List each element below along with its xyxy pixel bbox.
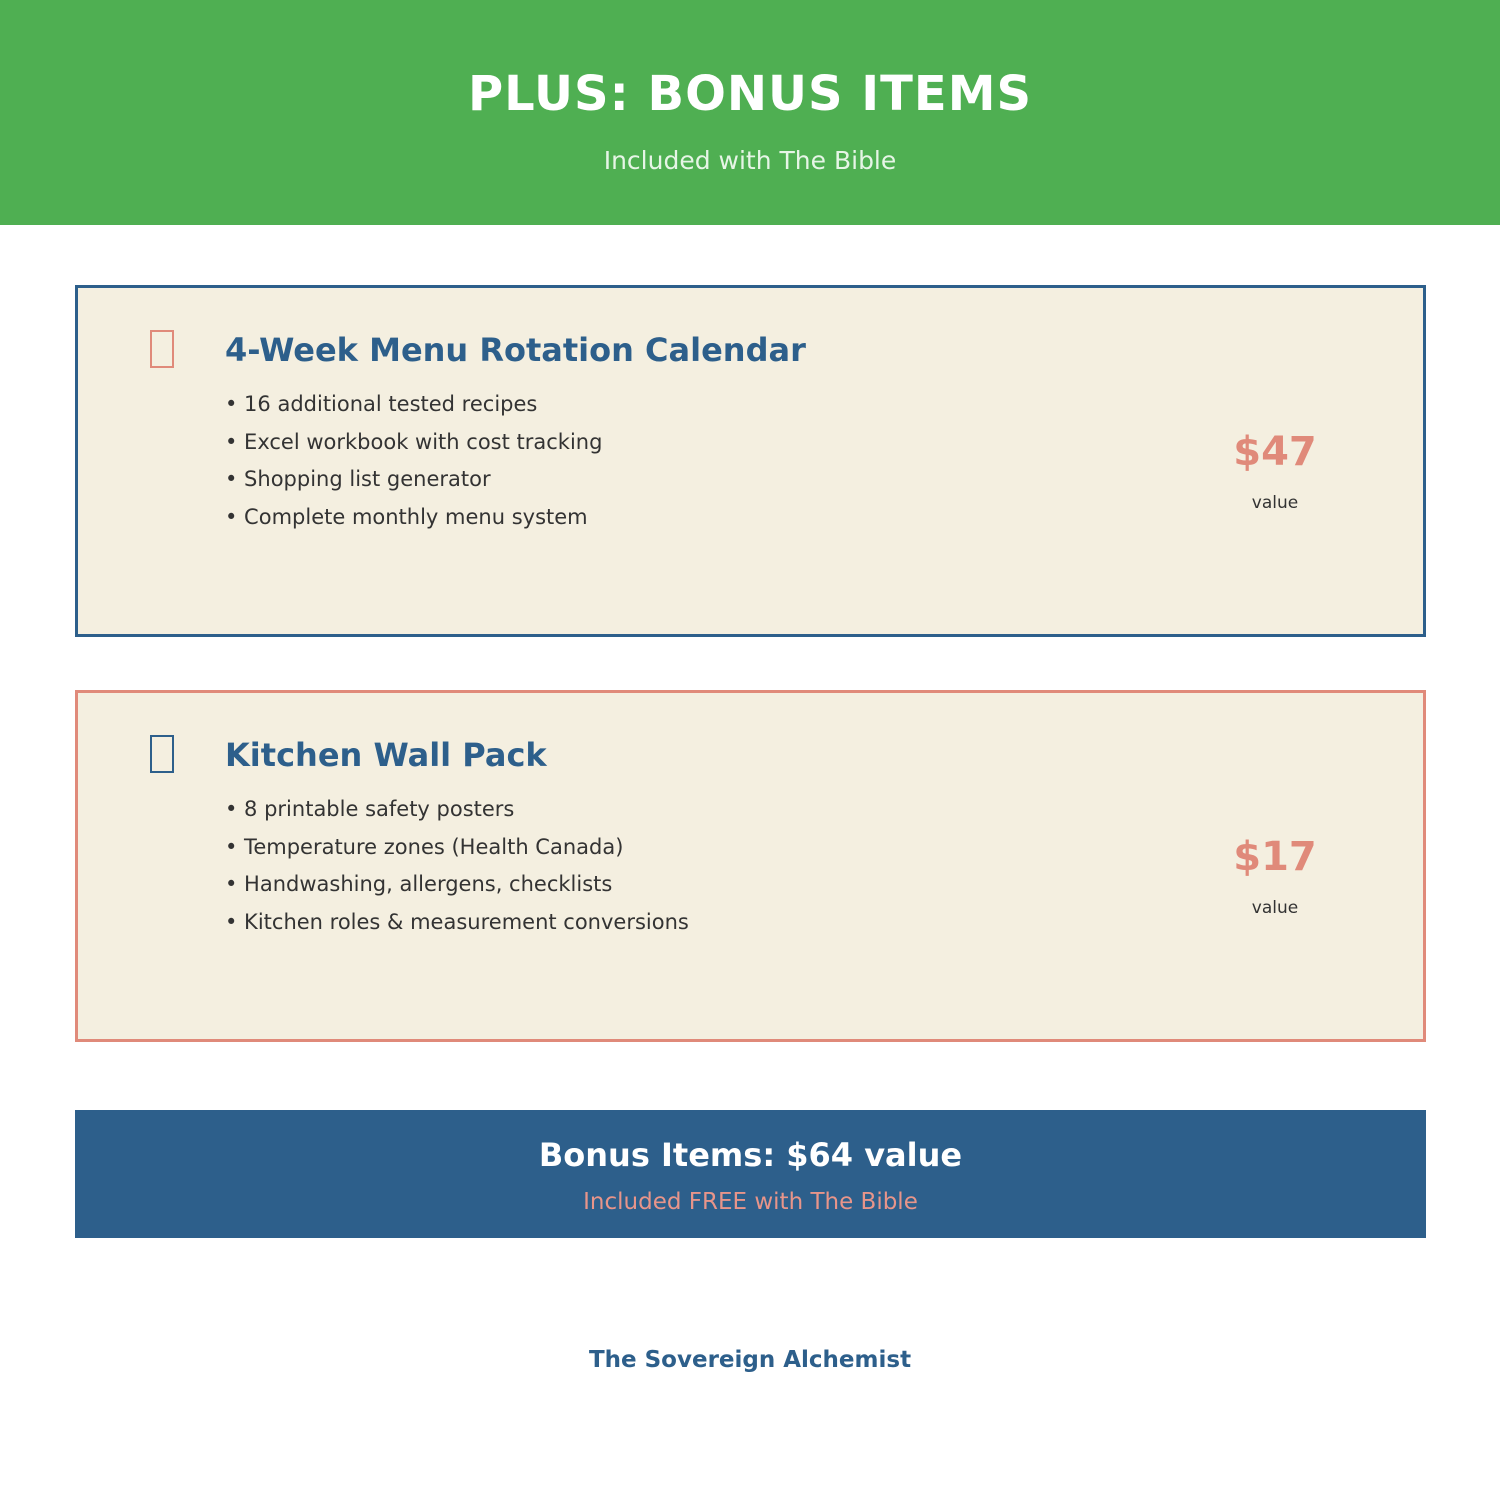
bonus-summary-title: Bonus Items: $64 value — [538, 1136, 963, 1174]
header-banner — [0, 0, 1500, 225]
bonus-card-title: 4-Week Menu Rotation Calendar — [225, 331, 806, 369]
bonus-card-bullet: • Shopping list generator — [225, 467, 491, 491]
bonus-card-title: Kitchen Wall Pack — [225, 736, 547, 774]
bonus-card-price-label: value — [1251, 493, 1299, 513]
bonus-card-bullet-list — [225, 791, 689, 941]
bonus-card-price-label: value — [1251, 898, 1299, 918]
bonus-summary-banner — [75, 1110, 1426, 1238]
bonus-card-bullet: • Excel workbook with cost tracking — [225, 429, 603, 454]
bonus-card-bullet: • Handwashing, allergens, checklists — [225, 872, 613, 896]
bonus-card-bullet: • Temperature zones (Health Canada) — [225, 834, 624, 859]
bonus-card-price: $47 — [1233, 429, 1317, 475]
bonus-card-menu-calendar — [75, 285, 1426, 637]
bonus-summary-subtitle: Included FREE with The Bible — [583, 1189, 918, 1215]
footer-brand: The Sovereign Alchemist — [588, 1347, 912, 1373]
bonus-card-bullet-list — [225, 386, 602, 536]
bonus-card-bullet: • Kitchen roles & measurement conversions — [225, 909, 689, 934]
calendar-icon — [150, 330, 174, 368]
poster-icon — [150, 735, 174, 773]
bonus-card-bullet: • 16 additional tested recipes — [225, 392, 538, 416]
bonus-card-bullet: • Complete monthly menu system — [225, 504, 588, 529]
bonus-card-bullet: • 8 printable safety posters — [225, 797, 515, 821]
bonus-card-price: $17 — [1233, 834, 1317, 880]
bonus-card-kitchen-wall-pack — [75, 690, 1426, 1042]
header-subtitle: Included with The Bible — [603, 146, 897, 175]
header-title: PLUS: BONUS ITEMS — [467, 66, 1033, 122]
